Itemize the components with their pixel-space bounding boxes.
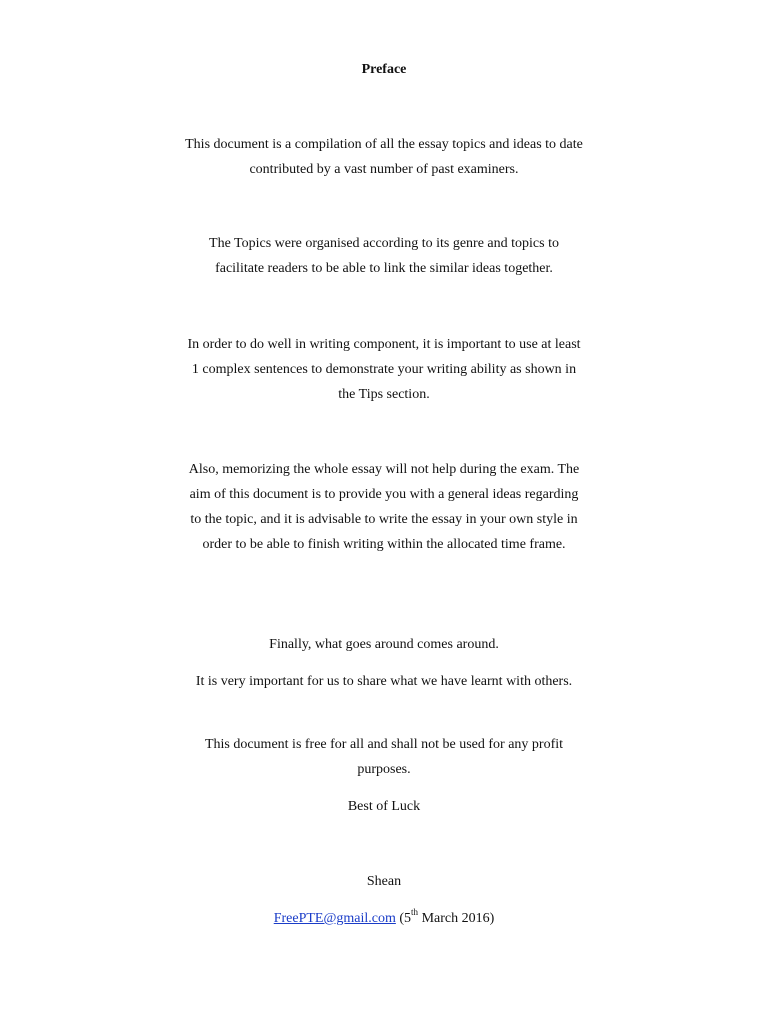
- paragraph-topics-organised: The Topics were organised according to its genre and topics to facilitate readers to be able to link the similar ideas together.: [209, 236, 559, 276]
- paragraph-what-goes-around: Finally, what goes around comes around.: [269, 637, 499, 652]
- email-link[interactable]: FreePTE@gmail.com: [273, 911, 396, 926]
- author-name: Shean: [366, 874, 402, 889]
- preface-title: Preface: [361, 62, 407, 77]
- paragraph-free-for-all: This document is free for all and shall not be used for any profit purposes.: [204, 737, 564, 777]
- paragraph-memorizing: Also, memorizing the whole essay will not help during the exam. The aim of this document is to provide you with a general ideas regarding to the topic, and it is advisable to write the essay in your own style in order to be able to finish writing within the allocated time frame.: [188, 462, 580, 552]
- date-prefix: (5: [395, 911, 412, 926]
- date-superscript: th: [411, 907, 419, 918]
- best-of-luck: Best of Luck: [347, 799, 421, 814]
- paragraph-compilation: This document is a compilation of all the essay topics and ideas to date contributed by a vast number of past examiners.: [185, 137, 583, 177]
- contact-line: [184, 906, 584, 931]
- paragraph-complex-sentences: In order to do well in writing component, it is important to use at least 1 complex sentences to demonstrate your writing ability as shown in the Tips section.: [187, 337, 581, 402]
- paragraph-share: It is very important for us to share what we have learnt with others.: [195, 674, 573, 689]
- date-suffix: March 2016): [418, 911, 495, 926]
